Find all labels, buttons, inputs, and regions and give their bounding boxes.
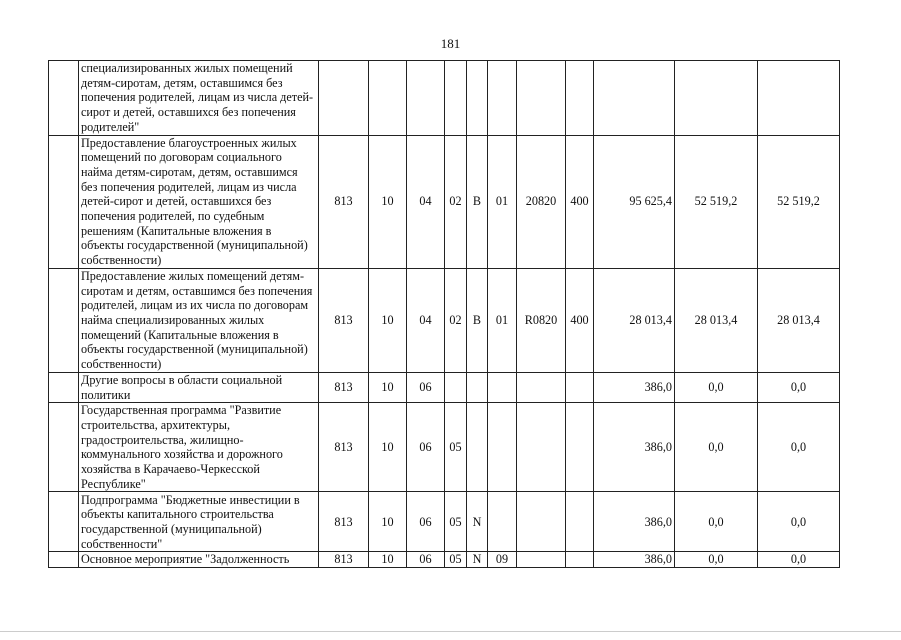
section-code: 10 <box>369 552 407 568</box>
expense-type-code <box>566 492 594 552</box>
amount-year-1: 386,0 <box>594 372 675 402</box>
activity-code: 01 <box>488 268 517 372</box>
expense-type-code <box>566 61 594 136</box>
ved-code: 813 <box>319 372 369 402</box>
amount-year-3: 0,0 <box>758 552 840 568</box>
amount-year-2: 0,0 <box>675 492 758 552</box>
table-row <box>49 135 840 268</box>
subprogram-code <box>467 403 488 492</box>
item-name: Предоставление благоустроенных жилых помещений по договорам социального найма детям-сиротам, детям, оставшимся без попечения родителей, лицам из числа детей-сирот и детей, оставшихся без попечения родителей, по судебным решениям (Капитальные вложения в объекты государственной (муниципальной) собственности) <box>79 135 319 268</box>
amount-year-1: 386,0 <box>594 552 675 568</box>
program-code <box>445 61 467 136</box>
amount-year-2: 52 519,2 <box>675 135 758 268</box>
ved-code: 813 <box>319 552 369 568</box>
amount-year-3: 0,0 <box>758 403 840 492</box>
subsection-code: 04 <box>407 268 445 372</box>
activity-code <box>488 403 517 492</box>
subprogram-code: В <box>467 268 488 372</box>
activity-code: 01 <box>488 135 517 268</box>
amount-year-1 <box>594 61 675 136</box>
amount-year-3: 0,0 <box>758 492 840 552</box>
table-row <box>49 372 840 402</box>
table-row <box>49 403 840 492</box>
amount-year-2: 0,0 <box>675 403 758 492</box>
table-row <box>49 268 840 372</box>
item-name: Другие вопросы в области социальной политики <box>79 372 319 402</box>
subprogram-code: N <box>467 492 488 552</box>
section-code: 10 <box>369 268 407 372</box>
amount-year-2: 0,0 <box>675 372 758 402</box>
subsection-code: 06 <box>407 492 445 552</box>
subsection-code: 04 <box>407 135 445 268</box>
row-number-cell <box>49 135 79 268</box>
expense-type-code: 400 <box>566 135 594 268</box>
expense-type-code: 400 <box>566 268 594 372</box>
row-number-cell <box>49 552 79 568</box>
program-code <box>445 372 467 402</box>
ved-code <box>319 61 369 136</box>
expense-type-code <box>566 372 594 402</box>
expense-type-code <box>566 552 594 568</box>
direction-code <box>517 492 566 552</box>
amount-year-2 <box>675 61 758 136</box>
amount-year-3: 28 013,4 <box>758 268 840 372</box>
item-name: специализированных жилых помещений детям-сиротам, детям, оставшимся без попечения родителей, лицам из числа детей-сирот и детей, оставшихся без попечения родителей" <box>79 61 319 136</box>
activity-code: 09 <box>488 552 517 568</box>
amount-year-2: 0,0 <box>675 552 758 568</box>
subprogram-code <box>467 372 488 402</box>
direction-code: R0820 <box>517 268 566 372</box>
subprogram-code: В <box>467 135 488 268</box>
amount-year-3: 0,0 <box>758 372 840 402</box>
activity-code <box>488 61 517 136</box>
table-row <box>49 552 840 568</box>
expense-type-code <box>566 403 594 492</box>
activity-code <box>488 372 517 402</box>
row-number-cell <box>49 61 79 136</box>
subsection-code: 06 <box>407 372 445 402</box>
program-code: 02 <box>445 135 467 268</box>
section-code: 10 <box>369 403 407 492</box>
subsection-code: 06 <box>407 403 445 492</box>
direction-code <box>517 372 566 402</box>
row-number-cell <box>49 268 79 372</box>
amount-year-1: 386,0 <box>594 403 675 492</box>
page-bottom-edge <box>0 631 901 632</box>
section-code: 10 <box>369 372 407 402</box>
amount-year-1: 28 013,4 <box>594 268 675 372</box>
subprogram-code: N <box>467 552 488 568</box>
direction-code <box>517 552 566 568</box>
ved-code: 813 <box>319 135 369 268</box>
table-row <box>49 61 840 136</box>
row-number-cell <box>49 372 79 402</box>
amount-year-3: 52 519,2 <box>758 135 840 268</box>
ved-code: 813 <box>319 403 369 492</box>
item-name: Предоставление жилых помещений детям-сиротам и детям, оставшимся без попечения родителей, лицам из их числа по договорам найма специализированных жилых помещений (Капитальные вложения в объекты государственной (муниципальной) собственности) <box>79 268 319 372</box>
table-body <box>49 61 840 568</box>
amount-year-1: 386,0 <box>594 492 675 552</box>
program-code: 05 <box>445 552 467 568</box>
section-code: 10 <box>369 135 407 268</box>
subsection-code: 06 <box>407 552 445 568</box>
ved-code: 813 <box>319 492 369 552</box>
direction-code: 20820 <box>517 135 566 268</box>
amount-year-3 <box>758 61 840 136</box>
row-number-cell <box>49 403 79 492</box>
direction-code <box>517 61 566 136</box>
ved-code: 813 <box>319 268 369 372</box>
item-name: Основное мероприятие "Задолженность <box>79 552 319 568</box>
direction-code <box>517 403 566 492</box>
table-row <box>49 492 840 552</box>
budget-table <box>48 60 840 568</box>
section-code: 10 <box>369 492 407 552</box>
amount-year-1: 95 625,4 <box>594 135 675 268</box>
section-code <box>369 61 407 136</box>
amount-year-2: 28 013,4 <box>675 268 758 372</box>
program-code: 05 <box>445 403 467 492</box>
subsection-code <box>407 61 445 136</box>
subprogram-code <box>467 61 488 136</box>
row-number-cell <box>49 492 79 552</box>
program-code: 02 <box>445 268 467 372</box>
page-number: 181 <box>440 36 461 51</box>
activity-code <box>488 492 517 552</box>
item-name: Государственная программа "Развитие строительства, архитектуры, градостроительства, жилищно-коммунального хозяйства и дорожного хозяйства в Карачаево-Черкесской Республике" <box>79 403 319 492</box>
program-code: 05 <box>445 492 467 552</box>
item-name: Подпрограмма "Бюджетные инвестиции в объекты капитального строительства государственной (муниципальной) собственности" <box>79 492 319 552</box>
